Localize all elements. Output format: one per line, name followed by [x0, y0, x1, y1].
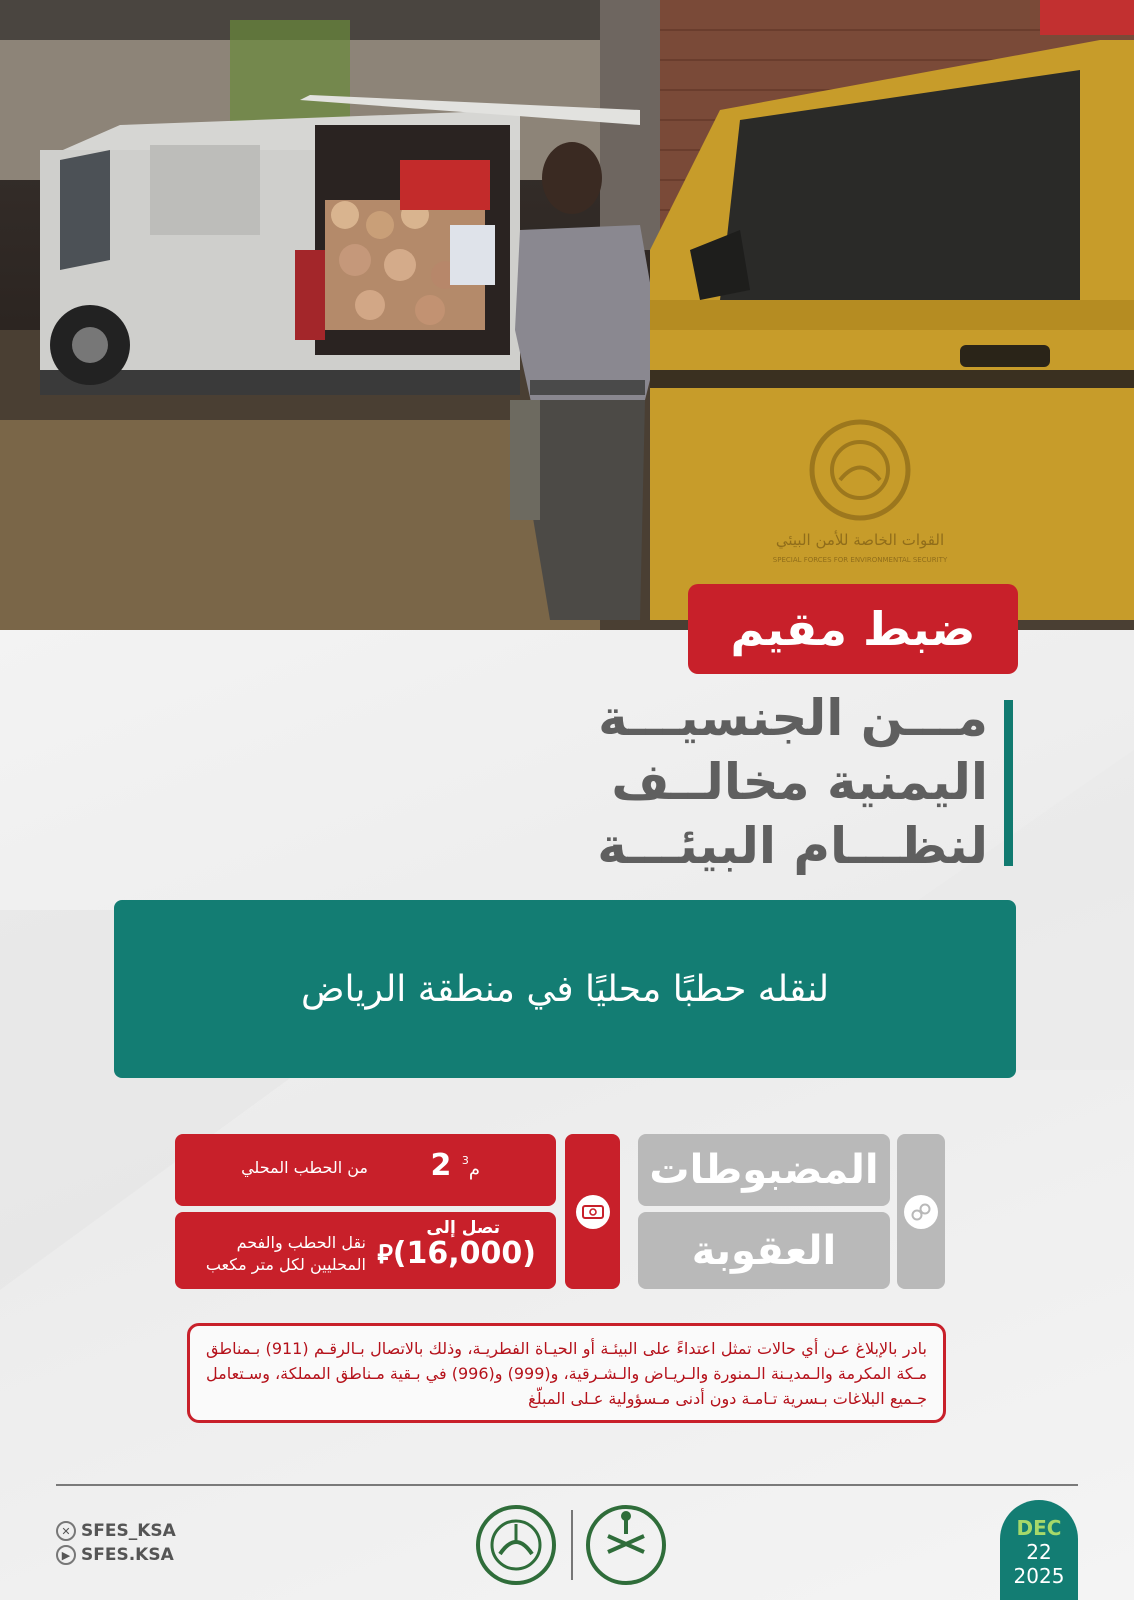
x-account[interactable] — [56, 1521, 176, 1541]
youtube-logo-icon: ▶ — [56, 1545, 76, 1565]
seized-description: من الحطب المحلي — [241, 1158, 368, 1177]
seized-label: المضبوطات — [638, 1134, 890, 1206]
penalty-label: العقوبة — [638, 1212, 890, 1289]
door-logo-text: القوات الخاصة للأمن البيئي — [775, 531, 945, 549]
hero-photo — [0, 0, 1134, 630]
penalty-prefix: تصل إلى — [426, 1218, 500, 1238]
penalty-amount: ⃁(16,000) — [377, 1236, 536, 1271]
headline-tag: ضبط مقيم — [688, 584, 1018, 674]
date-badge — [1000, 1500, 1078, 1600]
seized-quantity: 2 م$^3$ — [430, 1148, 480, 1183]
headline — [568, 686, 988, 878]
date-day: 22 — [1026, 1540, 1052, 1564]
door-logo-subtext: SPECIAL FORCES FOR ENVIRONMENTAL SECURITY — [772, 556, 948, 564]
special-forces-emblem-icon — [478, 1507, 554, 1583]
riyal-icon: ⃁ — [377, 1240, 393, 1270]
report-notice-text: بادر بالإبلاغ عـن أي حالات تمثل اعتداءً على البيئـة أو الحيـاة الفطريـة، وذلك بالاتصال بـالرقـم (911) بـمناطق مـكة المكرمة والـمديـنة الـمنورة والـريـاض والـشـرقية، و(999) و(996) في بـقية مـناطق المملكة، وسـتعامل جـميع البلاغات بـسرية تـامـة دون أدنى مـسؤولية عـلى المبلّغ — [206, 1339, 928, 1408]
headline-line-1: مـــن الجنسيـــة — [598, 689, 988, 747]
banknote-icon — [576, 1195, 610, 1229]
violation-banner — [114, 900, 1016, 1078]
penalty-value-cell — [175, 1212, 556, 1289]
x-handle: SFES_KSA — [81, 1521, 176, 1541]
footer-divider — [56, 1484, 1078, 1486]
date-year: 2025 — [1013, 1564, 1065, 1588]
violation-banner-text: لنقله حطبًا محليًا في منطقة الرياض — [300, 968, 830, 1010]
report-notice — [187, 1323, 946, 1423]
headline-line-3: لنظـــام البيئـــة — [597, 817, 988, 875]
hero-photo-illustration — [0, 0, 1134, 630]
headline-line-2: اليمنية مخالــف — [611, 753, 988, 811]
seized-value-cell — [175, 1134, 556, 1206]
youtube-account[interactable] — [56, 1545, 174, 1565]
date-month: DEC — [1016, 1516, 1062, 1540]
penalty-description: نقل الحطب والفحم المحليين لكل متر مكعب — [205, 1233, 366, 1274]
footer-logos — [470, 1502, 670, 1588]
ministry-emblem-icon — [588, 1507, 664, 1583]
headline-accent-bar — [1004, 700, 1013, 866]
handcuffs-icon — [904, 1195, 938, 1229]
youtube-handle: SFES.KSA — [81, 1545, 174, 1565]
x-logo-icon: ✕ — [56, 1521, 76, 1541]
money-icon-column — [565, 1134, 620, 1289]
seized-icon-column — [897, 1134, 945, 1289]
